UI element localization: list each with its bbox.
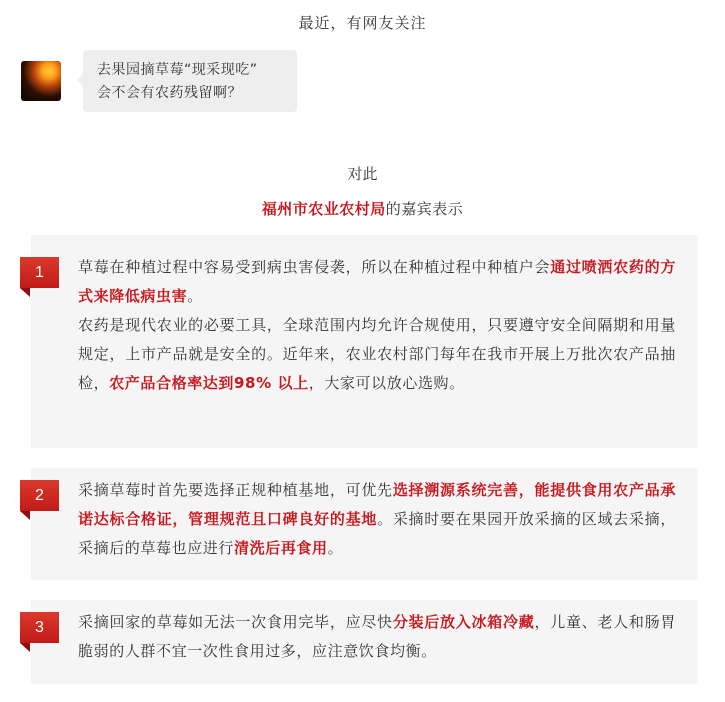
number-badge: 3	[20, 612, 59, 643]
section-intro: 对此	[347, 165, 378, 183]
highlight-text: 通过喷洒农药的方式来降低病虫害	[78, 258, 676, 305]
text-segment: 。	[187, 287, 203, 305]
chat-bubble	[83, 50, 297, 112]
highlight-text: 选择溯源系统完善，能提供食用农产品承诺达标合格证，管理规范且口碑良好的基地	[78, 481, 676, 528]
organization-name: 福州市农业农村局	[261, 200, 386, 218]
text-segment: 。采摘时要在果园开放采摘的区域去采摘，采摘后的草莓也应进行	[78, 510, 677, 557]
number-badge: 1	[20, 257, 59, 288]
text-segment: 。	[327, 539, 344, 557]
tip-card-3	[31, 600, 698, 684]
tip-text	[78, 608, 676, 666]
text-segment: 采摘回家的草莓如无法一次食用完毕，应尽快	[78, 613, 393, 631]
subtitle-suffix: 的嘉宾表示	[385, 200, 464, 218]
highlight-text: 农产品合格率达到98% 以上	[109, 374, 309, 392]
section-subtitle	[0, 198, 725, 219]
text-segment: 草莓在种植过程中容易受到病虫害侵袭，所以在种植过程中种植户会	[78, 258, 551, 276]
tip-text	[78, 253, 676, 398]
number-badge: 2	[20, 480, 59, 511]
user-avatar-icon[interactable]	[21, 61, 61, 101]
paragraph	[78, 311, 676, 398]
tip-text	[78, 476, 676, 563]
text-segment: 农药是现代农业的必要工具，全球范围内均允许合规使用，只要遵守安全间隔期和用量规定，上市产品就是安全的。近年来，农业农村部门每年在我市开展上万批次农产品抽检，	[78, 316, 676, 392]
text-segment: 采摘草莓时首先要选择正规种植基地，可优先	[78, 481, 393, 499]
paragraph	[78, 253, 676, 311]
highlight-text: 分装后放入冰箱冷藏	[392, 613, 535, 631]
page-title: 最近，有网友关注	[298, 14, 427, 32]
tip-card-1	[31, 235, 698, 448]
text-segment: ，儿童、老人和肠胃脆弱的人群不宜一次性食用过多，应注意饮食均衡。	[78, 613, 677, 660]
chat-message-line-1: 去果园摘草莓“现采现吃”	[97, 62, 258, 78]
highlight-text: 清洗后再食用	[234, 539, 328, 557]
chat-message-line-2: 会不会有农药残留啊？	[97, 85, 242, 101]
tip-card-2	[31, 468, 698, 580]
text-segment: ，大家可以放心选购。	[308, 374, 465, 392]
